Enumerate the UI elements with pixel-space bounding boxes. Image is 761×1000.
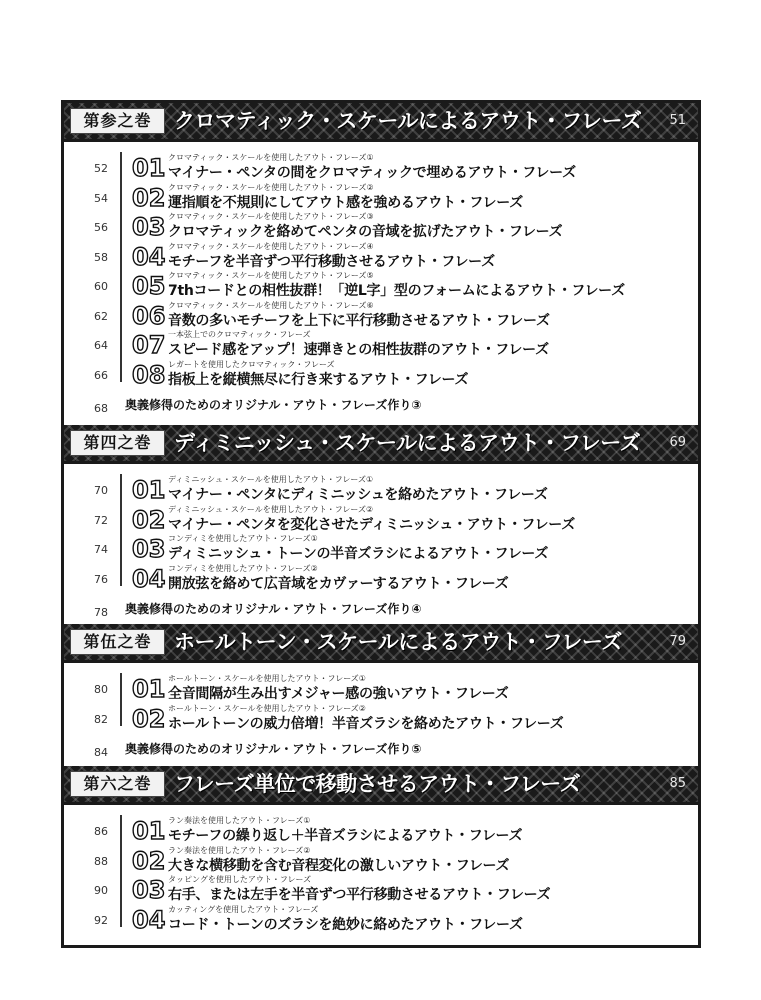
entry-subtitle: クロマティック・スケールを使用したアウト・フレーズ⑥ xyxy=(168,300,374,310)
toc-entry[interactable] xyxy=(64,184,698,212)
chapter-section xyxy=(64,624,698,765)
entry-subtitle: ディミニッシュ・スケールを使用したアウト・フレーズ② xyxy=(168,504,374,514)
toc-entry[interactable] xyxy=(64,302,698,330)
toc-entry[interactable] xyxy=(64,476,698,504)
chapter-page-number: 79 xyxy=(669,634,686,649)
chapter-title[interactable]: ディミニッシュ・スケールによるアウト・フレーズ xyxy=(174,431,641,455)
entry-page-number: 84 xyxy=(94,746,108,759)
entry-subtitle: クロマティック・スケールを使用したアウト・フレーズ④ xyxy=(168,241,374,251)
entry-subtitle: コンディミを使用したアウト・フレーズ① xyxy=(168,534,318,543)
chapter-title[interactable]: クロマティック・スケールによるアウト・フレーズ xyxy=(174,109,642,133)
entry-page-number: 56 xyxy=(94,221,108,234)
entry-subtitle: クロマティック・スケールを使用したアウト・フレーズ① xyxy=(168,153,374,162)
entry-number: 04 xyxy=(132,564,166,593)
toc-entry[interactable] xyxy=(64,243,698,271)
entry-page-number: 52 xyxy=(94,162,108,175)
chapter-title[interactable]: ホールトーン・スケールによるアウト・フレーズ xyxy=(174,630,622,654)
toc-entry[interactable] xyxy=(64,705,698,733)
entry-page-number: 80 xyxy=(94,683,108,696)
entry-page-number: 58 xyxy=(94,250,108,264)
entry-title[interactable]: モチーフを半音ずつ平行移動させるアウト・フレーズ xyxy=(168,253,495,270)
entry-number: 04 xyxy=(132,905,166,934)
original-exercise-entry[interactable] xyxy=(64,738,698,762)
entry-title[interactable]: 全音間隔が生み出すメジャー感の強いアウト・フレーズ xyxy=(168,686,509,702)
entry-page-number: 82 xyxy=(94,712,108,726)
entry-page-number: 78 xyxy=(94,606,108,619)
chapter-section xyxy=(64,103,698,442)
entry-title[interactable]: モチーフの繰り返し＋半音ズラシによるアウト・フレーズ xyxy=(168,828,523,844)
entry-title[interactable]: マイナー・ペンタの間をクロマティックで埋めるアウト・フレーズ xyxy=(168,165,576,181)
entry-subtitle: クロマティック・スケールを使用したアウト・フレーズ⑤ xyxy=(168,271,374,280)
entry-title[interactable]: 音数の多いモチーフを上下に平行移動させるアウト・フレーズ xyxy=(168,312,550,329)
chapter-title[interactable]: フレーズ単位で移動させるアウト・フレーズ xyxy=(174,772,581,796)
entry-subtitle: 一本弦上でのクロマティック・フレーズ xyxy=(168,330,311,339)
entry-number: 01 xyxy=(132,154,166,182)
entry-title[interactable]: 開放弦を絡めて広音域をカヴァーするアウト・フレーズ xyxy=(168,575,509,592)
toc-entry[interactable] xyxy=(64,213,698,241)
chapter-body xyxy=(64,660,698,765)
toc-entry[interactable] xyxy=(64,154,698,182)
original-exercise-title[interactable]: 奥義修得のためのオリジナル・アウト・フレーズ作り⑤ xyxy=(125,742,422,756)
entry-page-number: 66 xyxy=(94,368,108,382)
chapter-badge: 第伍之巻 xyxy=(70,629,165,655)
entry-number: 03 xyxy=(132,213,166,241)
chapter-header xyxy=(64,425,698,461)
toc-frame xyxy=(61,100,701,948)
chapter-page-number: 69 xyxy=(669,435,686,450)
entry-page-number: 72 xyxy=(94,513,108,527)
toc-entry[interactable] xyxy=(64,906,698,934)
toc-entry[interactable] xyxy=(64,535,698,563)
entry-title[interactable]: クロマティックを絡めてペンタの音域を拡げたアウト・フレーズ xyxy=(168,224,563,240)
entry-page-number: 64 xyxy=(94,339,108,352)
entry-title[interactable]: 右手、または左手を半音ずつ平行移動させるアウト・フレーズ xyxy=(168,887,551,903)
entry-number: 02 xyxy=(132,846,166,875)
entry-title[interactable]: コード・トーンのズラシを絶妙に絡めたアウト・フレーズ xyxy=(168,916,523,933)
entry-number: 07 xyxy=(132,331,166,359)
entry-title[interactable]: スピード感をアップ！速弾きとの相性抜群のアウト・フレーズ xyxy=(168,342,549,358)
entry-title[interactable]: ディミニッシュ・トーンの半音ズラシによるアウト・フレーズ xyxy=(168,546,549,562)
original-exercise-title[interactable]: 奥義修得のためのオリジナル・アウト・フレーズ作り③ xyxy=(125,398,422,412)
entry-number: 04 xyxy=(132,242,166,271)
entry-number: 01 xyxy=(132,817,166,845)
entry-title[interactable]: マイナー・ペンタを変化させたディミニッシュ・アウト・フレーズ xyxy=(168,516,575,533)
entry-subtitle: レガートを使用したクロマティック・フレーズ xyxy=(168,359,335,369)
toc-entry[interactable] xyxy=(64,506,698,534)
entry-number: 02 xyxy=(132,704,166,733)
entry-divider-line xyxy=(120,474,122,586)
entry-subtitle: ホールトーン・スケールを使用したアウト・フレーズ① xyxy=(168,674,366,683)
entry-number: 03 xyxy=(132,876,166,904)
entry-subtitle: クロマティック・スケールを使用したアウト・フレーズ② xyxy=(168,182,374,192)
entry-number: 01 xyxy=(132,675,166,703)
entry-title[interactable]: マイナー・ペンタにディミニッシュを絡めたアウト・フレーズ xyxy=(168,487,548,503)
entry-subtitle: クロマティック・スケールを使用したアウト・フレーズ③ xyxy=(168,212,374,221)
entry-page-number: 68 xyxy=(94,402,108,415)
entry-page-number: 54 xyxy=(94,191,108,205)
entry-page-number: 86 xyxy=(94,825,108,838)
entry-subtitle: ラン奏法を使用したアウト・フレーズ② xyxy=(168,845,311,855)
toc-entry[interactable] xyxy=(64,876,698,904)
toc-entry[interactable] xyxy=(64,675,698,703)
entry-page-number: 60 xyxy=(94,280,108,293)
entry-subtitle: ディミニッシュ・スケールを使用したアウト・フレーズ① xyxy=(168,475,374,484)
chapter-badge: 第六之巻 xyxy=(70,771,165,797)
entry-page-number: 70 xyxy=(94,484,108,497)
chapter-header xyxy=(64,103,698,139)
toc-entry[interactable] xyxy=(64,331,698,359)
toc-entry[interactable] xyxy=(64,847,698,875)
entry-title[interactable]: 大きな横移動を含む音程変化の激しいアウト・フレーズ xyxy=(168,857,510,874)
entry-number: 02 xyxy=(132,505,166,534)
chapter-badge: 第参之巻 xyxy=(70,108,165,134)
chapter-body xyxy=(64,461,698,624)
entry-page-number: 88 xyxy=(94,854,108,868)
entry-subtitle: カッティングを使用したアウト・フレーズ xyxy=(168,904,319,914)
chapter-page-number: 51 xyxy=(669,113,686,128)
original-exercise-title[interactable]: 奥義修得のためのオリジナル・アウト・フレーズ作り④ xyxy=(125,602,422,616)
entry-title[interactable]: 7thコードとの相性抜群！「逆L字」型のフォームによるアウト・フレーズ xyxy=(168,283,625,299)
chapter-badge: 第四之巻 xyxy=(70,430,165,456)
original-exercise-entry[interactable] xyxy=(64,394,698,418)
entry-page-number: 76 xyxy=(94,572,108,586)
toc-entry[interactable] xyxy=(64,361,698,389)
entry-subtitle: ラン奏法を使用したアウト・フレーズ① xyxy=(168,816,311,825)
entry-divider-line xyxy=(120,673,122,726)
entry-title[interactable]: 運指順を不規則にしてアウト感を強めるアウト・フレーズ xyxy=(168,194,523,211)
entry-page-number: 90 xyxy=(94,884,108,897)
chapter-section xyxy=(64,766,698,987)
entry-subtitle: タッピングを使用したアウト・フレーズ xyxy=(168,875,312,884)
entry-divider-line xyxy=(120,152,122,382)
chapter-page-number: 85 xyxy=(669,776,686,791)
toc-entry[interactable] xyxy=(64,565,698,593)
entry-number: 06 xyxy=(132,301,166,330)
entry-number: 05 xyxy=(132,272,166,300)
chapter-body xyxy=(64,139,698,442)
entry-page-number: 62 xyxy=(94,309,108,323)
entry-number: 03 xyxy=(132,535,166,563)
entry-subtitle: コンディミを使用したアウト・フレーズ② xyxy=(168,563,318,573)
entry-number: 02 xyxy=(132,183,166,212)
toc-entry[interactable] xyxy=(64,817,698,845)
entry-page-number: 74 xyxy=(94,543,108,556)
chapter-body xyxy=(64,802,698,987)
chapter-section xyxy=(64,425,698,624)
entry-page-number: 92 xyxy=(94,913,108,927)
toc-entry[interactable] xyxy=(64,272,698,300)
entry-title[interactable]: 指板上を縦横無尽に行き来するアウト・フレーズ xyxy=(168,371,469,388)
entry-title[interactable]: ホールトーンの威力倍増！半音ズラシを絡めたアウト・フレーズ xyxy=(168,715,564,732)
chapter-header xyxy=(64,766,698,802)
entry-subtitle: ホールトーン・スケールを使用したアウト・フレーズ② xyxy=(168,703,366,713)
chapter-header xyxy=(64,624,698,660)
entry-divider-line xyxy=(120,815,122,927)
entry-number: 01 xyxy=(132,476,166,504)
entry-number: 08 xyxy=(132,360,166,389)
original-exercise-entry[interactable] xyxy=(64,598,698,622)
